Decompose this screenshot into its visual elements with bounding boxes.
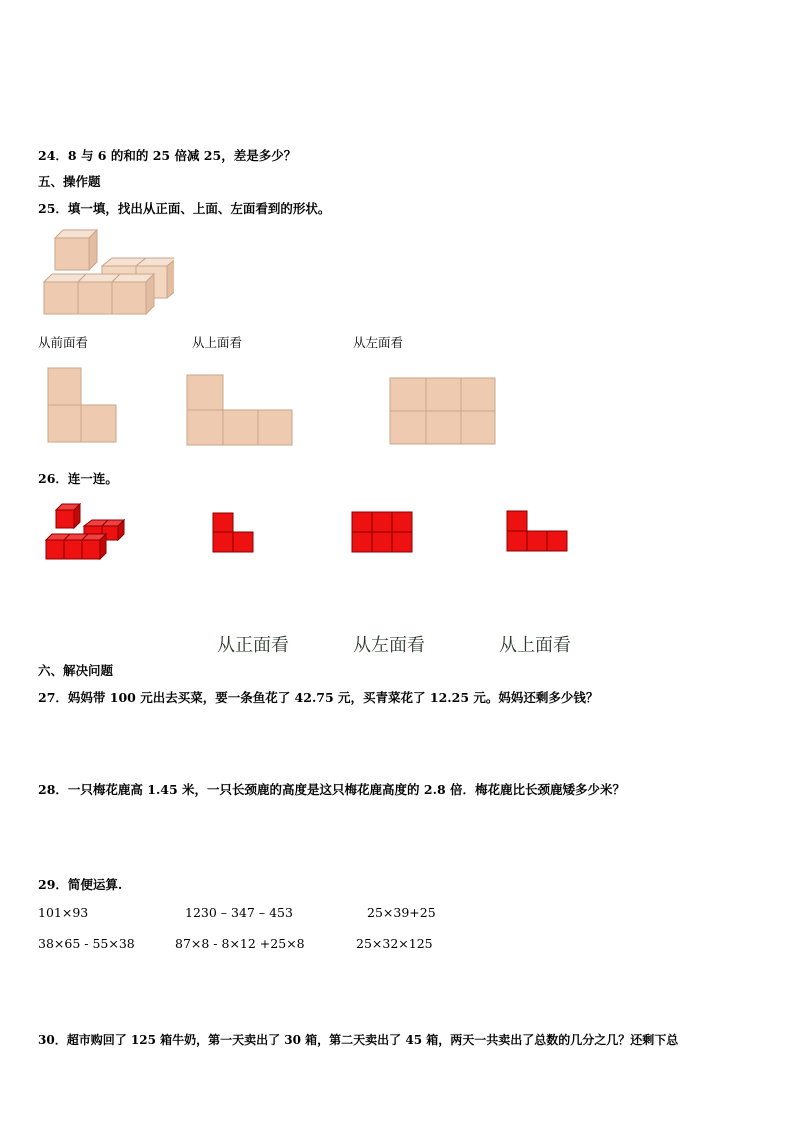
q26-red-cube-stack-figure (44, 500, 128, 562)
q26-label-left: 从左面看 (353, 635, 425, 656)
section-5-heading: 五、操作题 (38, 174, 101, 189)
q29-expr-3: 25×39+25 (367, 905, 436, 920)
q29-expr-5: 87×8 - 8×12 +25×8 (175, 936, 305, 951)
q25-label-left: 从左面看 (353, 335, 404, 350)
question-29: 29．简便运算. (38, 877, 123, 892)
question-30: 30．超市购回了 125 箱牛奶，第一天卖出了 30 箱，第二天卖出了 45 箱，两天一共卖出了总数的几分之几？还剩下总 (38, 1033, 679, 1047)
q25-left-view-figure (388, 376, 498, 446)
q26-red-view-l-small (212, 512, 256, 554)
q29-expr-4: 38×65 - 55×38 (38, 936, 135, 951)
q25-label-front: 从前面看 (38, 335, 89, 350)
question-26: 26．连一连。 (38, 471, 118, 486)
question-24: 24．8 与 6 的和的 25 倍减 25，差是多少？ (38, 148, 297, 163)
q25-front-view-figure (46, 366, 120, 444)
q29-expr-2: 1230 – 347 – 453 (185, 905, 293, 920)
q26-label-top: 从上面看 (499, 635, 571, 656)
q29-expr-1: 101×93 (38, 905, 89, 920)
q26-red-view-rectangle (351, 511, 413, 553)
q25-cube-stack-figure (40, 226, 174, 318)
q25-top-view-figure (185, 373, 295, 447)
q26-label-front: 从正面看 (217, 635, 289, 656)
question-27: 27．妈妈带 100 元出去买菜，要一条鱼花了 42.75 元，买青菜花了 12.25 元。妈妈还剩多少钱？ (38, 690, 599, 705)
q26-red-view-l-wide (506, 510, 568, 552)
q29-expr-6: 25×32×125 (356, 936, 433, 951)
question-25: 25．填一填，找出从正面、上面、左面看到的形状。 (38, 201, 331, 216)
section-6-heading: 六、解决问题 (38, 663, 114, 678)
question-28: 28．一只梅花鹿高 1.45 米，一只长颈鹿的高度是这只梅花鹿高度的 2.8 倍．梅花鹿比长颈鹿矮多少米？ (38, 782, 625, 797)
q25-label-top: 从上面看 (192, 335, 243, 350)
